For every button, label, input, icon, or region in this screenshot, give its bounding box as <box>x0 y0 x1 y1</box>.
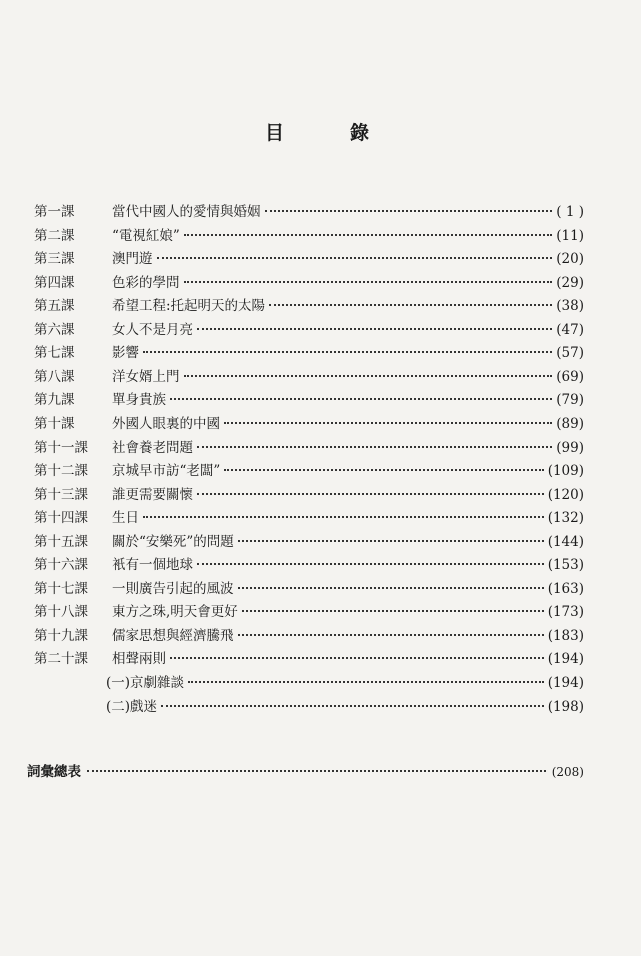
title-char-2: 錄 <box>350 122 370 144</box>
bleed-through-shadow <box>112 148 136 183</box>
toc-entry <box>112 506 584 530</box>
toc-row <box>0 271 641 295</box>
lesson-title: (一)京劇雜談 <box>106 675 185 691</box>
lesson-title: 女人不是月亮 <box>112 321 193 338</box>
lesson-title: 當代中國人的愛情與婚姻 <box>112 204 261 220</box>
page-number: (153) <box>547 557 584 574</box>
toc-row <box>0 553 641 577</box>
title-char-1: 目 <box>265 122 285 144</box>
lesson-number: 第十二課 <box>34 463 88 480</box>
lesson-number: 第十三課 <box>34 486 88 503</box>
toc-entry <box>112 553 584 577</box>
lesson-title: 誰更需要關懷 <box>112 486 193 503</box>
toc-row <box>0 483 641 507</box>
toc-row <box>0 341 641 365</box>
leader-dots <box>238 587 544 589</box>
page-number: (194) <box>547 651 584 668</box>
toc-row <box>0 647 641 671</box>
leader-dots <box>224 469 543 471</box>
leader-dots <box>238 634 544 636</box>
toc-row <box>0 224 641 248</box>
lesson-number: 第一課 <box>34 204 75 220</box>
page-number: (163) <box>547 580 584 597</box>
lesson-title: (二)戲迷 <box>106 698 158 715</box>
lesson-number: 第十六課 <box>34 557 88 574</box>
lesson-title: 希望工程:托起明天的太陽 <box>112 298 266 315</box>
page-number: (109) <box>547 463 584 480</box>
toc-row <box>0 530 641 554</box>
page-number: (144) <box>547 533 584 550</box>
leader-dots <box>224 422 552 424</box>
leader-dots <box>197 563 544 565</box>
glossary-page: (208) <box>551 765 584 779</box>
toc-row <box>0 412 641 436</box>
lesson-title: 生日 <box>112 510 139 527</box>
page-number: ( 1 ) <box>556 204 584 220</box>
glossary-entry <box>27 760 584 784</box>
lesson-title: 澳門遊 <box>112 251 153 268</box>
toc-entry <box>112 412 584 436</box>
lesson-title: 社會養老問題 <box>112 439 193 456</box>
glossary-title: 詞彙總表 <box>27 764 81 780</box>
toc-entry <box>112 294 584 318</box>
page-number: (194) <box>547 675 584 691</box>
toc-row <box>0 294 641 318</box>
lesson-title: 衹有一個地球 <box>112 557 193 574</box>
toc-entry <box>112 341 584 365</box>
toc-row <box>0 624 641 648</box>
lesson-number: 第二課 <box>34 227 75 244</box>
lesson-number: 第九課 <box>34 392 75 409</box>
toc-entry <box>112 624 584 648</box>
lesson-title: 東方之珠,明天會更好 <box>112 604 238 621</box>
toc-row <box>0 695 641 719</box>
lesson-title: 單身貴族 <box>112 392 166 409</box>
leader-dots <box>157 257 553 259</box>
lesson-title: 相聲兩則 <box>112 651 166 668</box>
leader-dots <box>170 398 552 400</box>
toc-row <box>0 577 641 601</box>
page-number: (120) <box>547 486 584 503</box>
toc-row <box>0 459 641 483</box>
lesson-title: 洋女婿上門 <box>112 368 180 385</box>
page-number: (132) <box>547 510 584 527</box>
lesson-number: 第十一課 <box>34 439 88 456</box>
leader-dots <box>184 234 552 236</box>
toc-entry <box>112 365 584 389</box>
page-number: (198) <box>547 698 584 715</box>
page-number: (99) <box>556 439 584 456</box>
lesson-number: 第四課 <box>34 274 75 291</box>
toc-entry <box>112 247 584 271</box>
toc-row <box>0 247 641 271</box>
lesson-number: 第十八課 <box>34 604 88 621</box>
leader-dots <box>184 375 553 377</box>
toc-entry <box>112 318 584 342</box>
leader-dots <box>265 210 553 212</box>
leader-dots <box>87 770 546 772</box>
toc-row <box>0 671 641 695</box>
page-number: (29) <box>556 274 584 291</box>
lesson-number: 第七課 <box>34 345 75 362</box>
leader-dots <box>188 681 544 683</box>
leader-dots <box>143 351 552 353</box>
lesson-title: 影響 <box>112 345 139 362</box>
page-number: (173) <box>547 604 584 621</box>
lesson-number: 第十七課 <box>34 580 88 597</box>
toc-entry <box>112 271 584 295</box>
page-number: (20) <box>556 251 584 268</box>
toc-row <box>0 600 641 624</box>
toc-entry <box>112 459 584 483</box>
leader-dots <box>269 304 552 306</box>
toc-entry <box>106 671 584 695</box>
lesson-title: 儒家思想與經濟騰飛 <box>112 627 234 644</box>
toc-row <box>0 388 641 412</box>
page-number: (38) <box>556 298 584 315</box>
lesson-number: 第五課 <box>34 298 75 315</box>
toc-entry <box>112 388 584 412</box>
leader-dots <box>170 657 544 659</box>
page-number: (47) <box>556 321 584 338</box>
leader-dots <box>197 493 544 495</box>
leader-dots <box>197 446 552 448</box>
toc-entry <box>112 530 584 554</box>
toc-row <box>0 200 641 224</box>
lesson-title: 關於“安樂死”的問題 <box>112 533 234 550</box>
toc-entry <box>112 600 584 624</box>
leader-dots <box>242 610 544 612</box>
leader-dots <box>143 516 544 518</box>
leader-dots <box>238 540 544 542</box>
toc-entry <box>112 483 584 507</box>
page-number: (69) <box>556 368 584 385</box>
leader-dots <box>184 281 553 283</box>
toc-entry <box>106 695 584 719</box>
leader-dots <box>161 705 544 707</box>
lesson-number: 第十五課 <box>34 533 88 550</box>
lesson-number: 第六課 <box>34 321 75 338</box>
toc-row <box>0 365 641 389</box>
toc-entry <box>112 224 584 248</box>
lesson-number: 第十九課 <box>34 627 88 644</box>
page-number: (89) <box>556 415 584 432</box>
page-number: (57) <box>556 345 584 362</box>
toc-entry <box>112 436 584 460</box>
lesson-number: 第十課 <box>34 415 75 432</box>
lesson-number: 第十四課 <box>34 510 88 527</box>
lesson-number: 第三課 <box>34 251 75 268</box>
lesson-title: 一則廣告引起的風波 <box>112 580 234 597</box>
lesson-number: 第八課 <box>34 368 75 385</box>
page-number: (183) <box>547 627 584 644</box>
page-number: (11) <box>556 227 584 244</box>
toc-entry <box>112 577 584 601</box>
toc-entry <box>112 200 584 224</box>
toc-entry <box>112 647 584 671</box>
toc-row <box>0 506 641 530</box>
page-number: (79) <box>556 392 584 409</box>
lesson-title: 外國人眼裏的中國 <box>112 415 220 432</box>
toc-row <box>0 318 641 342</box>
lesson-title: 色彩的學問 <box>112 274 180 291</box>
leader-dots <box>197 328 552 330</box>
lesson-number: 第二十課 <box>34 651 88 668</box>
lesson-title: 京城早市訪“老闆” <box>112 463 221 480</box>
lesson-title: “電視紅娘” <box>112 227 180 244</box>
toc-row <box>0 436 641 460</box>
